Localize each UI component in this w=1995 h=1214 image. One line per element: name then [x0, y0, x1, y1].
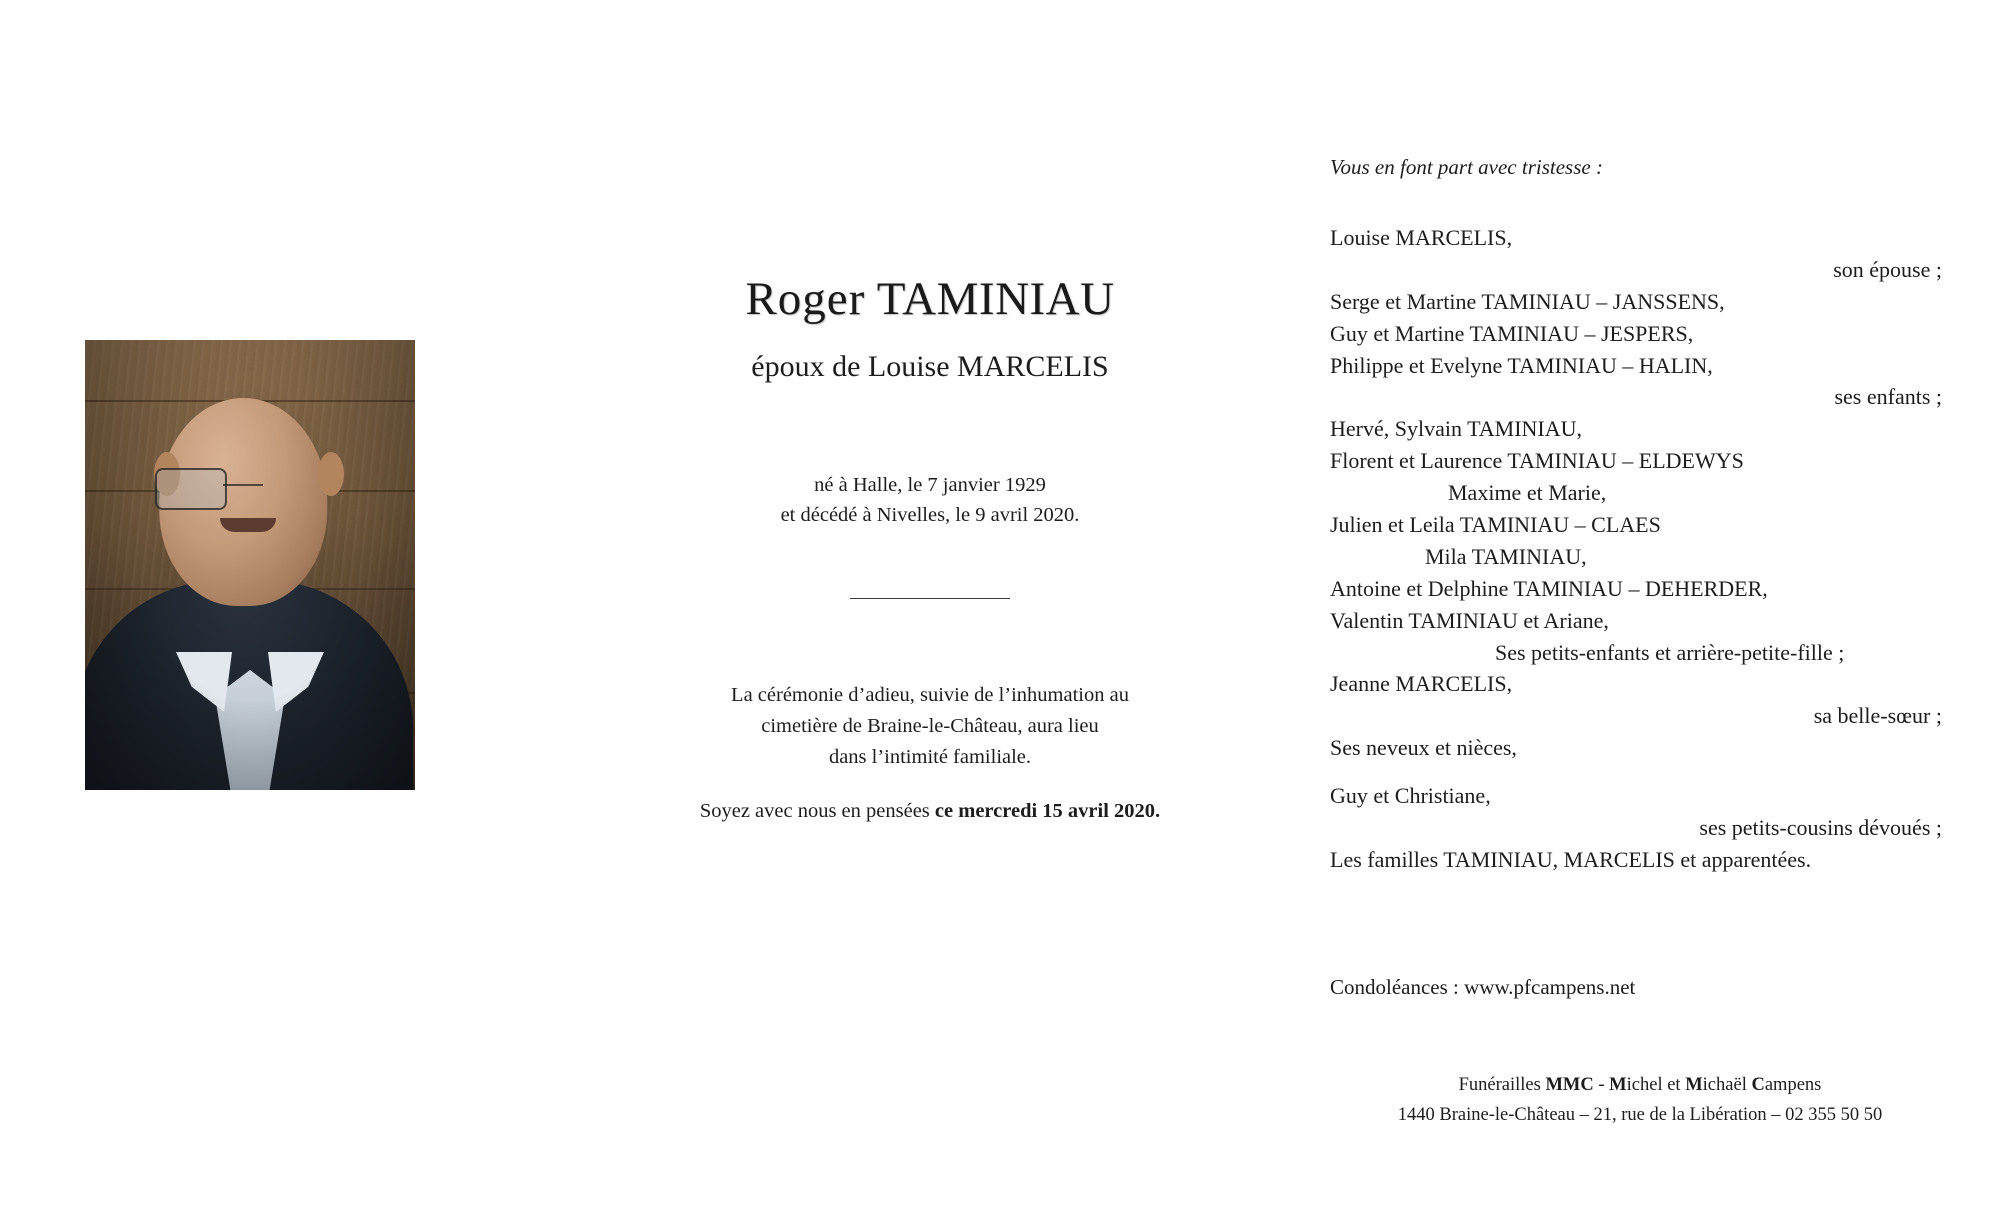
funeral-name-1: ichel et — [1626, 1075, 1686, 1095]
funeral-sep: - — [1593, 1075, 1610, 1095]
funeral-initial-3: C — [1751, 1075, 1765, 1095]
photo-vignette — [85, 340, 415, 790]
family-line: Les familles TAMINIAU, MARCELIS et apparentées. — [1330, 846, 1812, 872]
divider-rule — [850, 598, 1010, 599]
family-line: Serge et Martine TAMINIAU – JANSSENS, — [1330, 288, 1725, 314]
portrait-photo — [85, 340, 415, 790]
ceremony-line-2: cimetière de Braine-le-Château, aura lieu — [761, 715, 1099, 737]
funeral-home-block — [1330, 1070, 1950, 1130]
remembrance-line — [560, 800, 1300, 823]
family-line: Mila TAMINIAU, — [1425, 543, 1587, 569]
family-line: Philippe et Evelyne TAMINIAU – HALIN, — [1330, 352, 1713, 378]
funeral-initial-2: M — [1685, 1075, 1703, 1095]
remembrance-prefix: Soyez avec nous en pensées — [699, 800, 935, 822]
family-line: Jeanne MARCELIS, — [1330, 671, 1513, 697]
deceased-last-name: TAMINIAU — [876, 273, 1115, 325]
condolences-line: Condoléances : www.pfcampens.net — [1330, 975, 1636, 999]
family-announcement-panel — [1330, 0, 1950, 1214]
announcement-intro: Vous en font part avec tristesse : — [1330, 155, 1603, 179]
remembrance-date: ce mercredi 15 avril 2020. — [934, 800, 1161, 822]
funeral-initial-1: M — [1609, 1075, 1627, 1095]
family-line: Louise MARCELIS, — [1330, 225, 1513, 250]
family-line: Antoine et Delphine TAMINIAU – DEHERDER, — [1330, 575, 1768, 601]
spouse-line: époux de Louise MARCELIS — [751, 350, 1109, 383]
portrait-image — [85, 340, 415, 790]
ceremony-line-3: dans l’intimité familiale. — [828, 746, 1032, 768]
deceased-name — [560, 272, 1300, 326]
family-line: ses enfants ; — [1834, 384, 1942, 410]
family-line: Valentin TAMINIAU et Ariane, — [1330, 607, 1609, 633]
family-line: Julien et Leila TAMINIAU – CLAES — [1330, 512, 1661, 538]
family-line: sa belle-sœur ; — [1813, 703, 1942, 729]
funeral-abbrev: MMC — [1545, 1075, 1594, 1095]
death-line: et décédé à Nivelles, le 9 avril 2020. — [780, 504, 1080, 526]
ceremony-line-1: La cérémonie d’adieu, suivie de l’inhumation au — [731, 684, 1129, 706]
family-line: Florent et Laurence TAMINIAU – ELDEWYS — [1330, 448, 1744, 474]
family-line: Guy et Martine TAMINIAU – JESPERS, — [1330, 320, 1694, 346]
birth-line: né à Halle, le 7 janvier 1929 — [814, 474, 1046, 496]
family-line: Hervé, Sylvain TAMINIAU, — [1330, 416, 1583, 442]
family-members-list — [1330, 222, 1950, 876]
family-line: Guy et Christiane, — [1330, 783, 1491, 809]
funeral-home-address-line: 1440 Braine-le-Château – 21, rue de la Libération – 02 355 50 50 — [1397, 1105, 1883, 1125]
family-line: son épouse ; — [1833, 256, 1942, 282]
funeral-prefix: Funérailles — [1458, 1075, 1546, 1095]
funeral-name-2: ichaël — [1702, 1075, 1752, 1095]
birth-death-block — [560, 470, 1300, 530]
family-line: Ses neveux et nièces, — [1330, 735, 1517, 761]
family-line: ses petits-cousins dévoués ; — [1699, 815, 1942, 841]
funeral-home-name-line — [1330, 1070, 1950, 1100]
family-line: Maxime et Marie, — [1448, 480, 1607, 506]
funeral-surname: ampens — [1764, 1075, 1822, 1095]
ceremony-block — [560, 680, 1300, 773]
memorial-center-panel — [560, 0, 1300, 1214]
family-line: Ses petits-enfants et arrière-petite-fille ; — [1495, 639, 1845, 665]
deceased-first-name: Roger — [745, 273, 866, 325]
